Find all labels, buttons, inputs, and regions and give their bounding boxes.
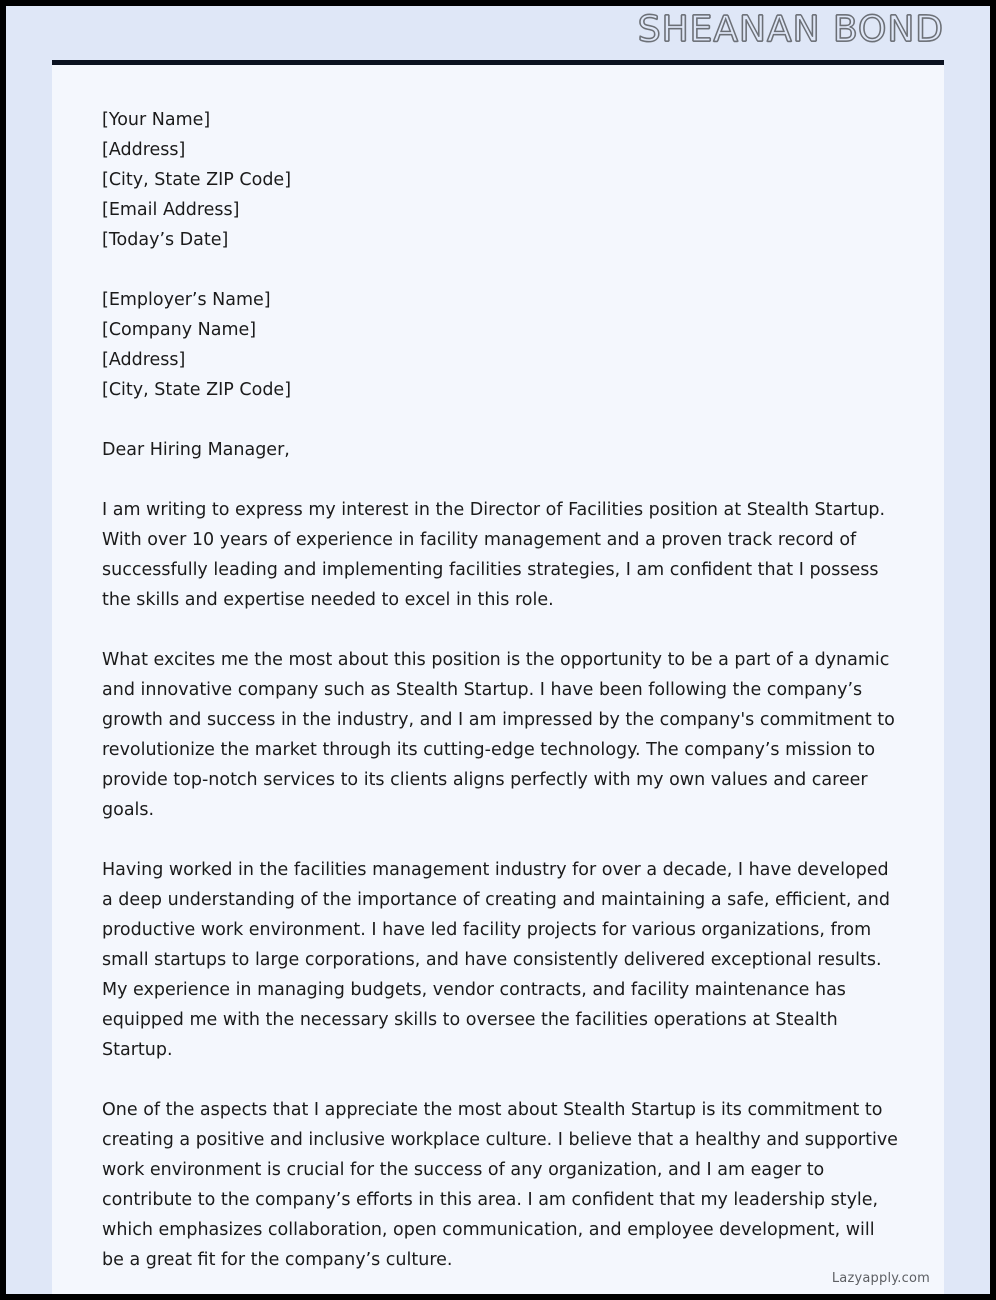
recipient-address-block	[102, 285, 900, 405]
letter-paragraph: Having worked in the facilities management industry for over a decade, I have developed a deep understanding of the importance of creating and maintaining a safe, efficient, and productive work environment. I have led facility projects for various organizations, from small startups to large corporations, and have consistently delivered exceptional results. My experience in managing budgets, vendor contracts, and facility maintenance has equipped me with the necessary skills to oversee the facilities operations at Stealth Startup.	[102, 860, 890, 1060]
letter-paragraph: One of the aspects that I appreciate the most about Stealth Startup is its commitment to creating a positive and inclusive workplace culture. I believe that a healthy and supportive work environment is crucial for the success of any organization, and I am eager to contribute to the company’s efforts in this area. I am confident that my leadership style, which emphasizes collaboration, open communication, and employee development, will be a great fit for the company’s culture.	[102, 1100, 898, 1270]
sender-address-block	[102, 105, 900, 255]
spacer	[102, 255, 900, 285]
letter-paragraph: I am writing to express my interest in the Director of Facilities position at Stealth Startup. With over 10 years of experience in facility management and a proven track record of successfully leading and implementing facilities strategies, I am confident that I possess the skills and expertise needed to excel in this role.	[102, 500, 886, 610]
sender-line: [Email Address]	[102, 200, 240, 220]
sender-line: [Your Name]	[102, 110, 211, 130]
recipient-line: [Address]	[102, 350, 186, 370]
recipient-line: [Company Name]	[102, 320, 257, 340]
sender-line: [Today’s Date]	[102, 230, 229, 250]
candidate-name-heading: SHEANAN BOND	[637, 8, 944, 50]
document-header	[6, 6, 990, 52]
recipient-line: [City, State ZIP Code]	[102, 380, 292, 400]
cover-letter-body	[52, 65, 944, 1275]
sender-line: [Address]	[102, 140, 186, 160]
salutation: Dear Hiring Manager,	[102, 440, 290, 460]
watermark-label: Lazyapply.com	[831, 1271, 930, 1286]
letter-paragraph: What excites me the most about this position is the opportunity to be a part of a dynamic and innovative company such as Stealth Startup. I have been following the company’s growth and success in the industry, and I am impressed by the company's commitment to revolutionize the market through its cutting-edge technology. The company’s mission to provide top-notch services to its clients aligns perfectly with my own values and career goals.	[102, 650, 895, 820]
recipient-line: [Employer’s Name]	[102, 290, 271, 310]
sender-line: [City, State ZIP Code]	[102, 170, 292, 190]
letter-sheet	[52, 60, 944, 1294]
spacer	[102, 405, 900, 435]
